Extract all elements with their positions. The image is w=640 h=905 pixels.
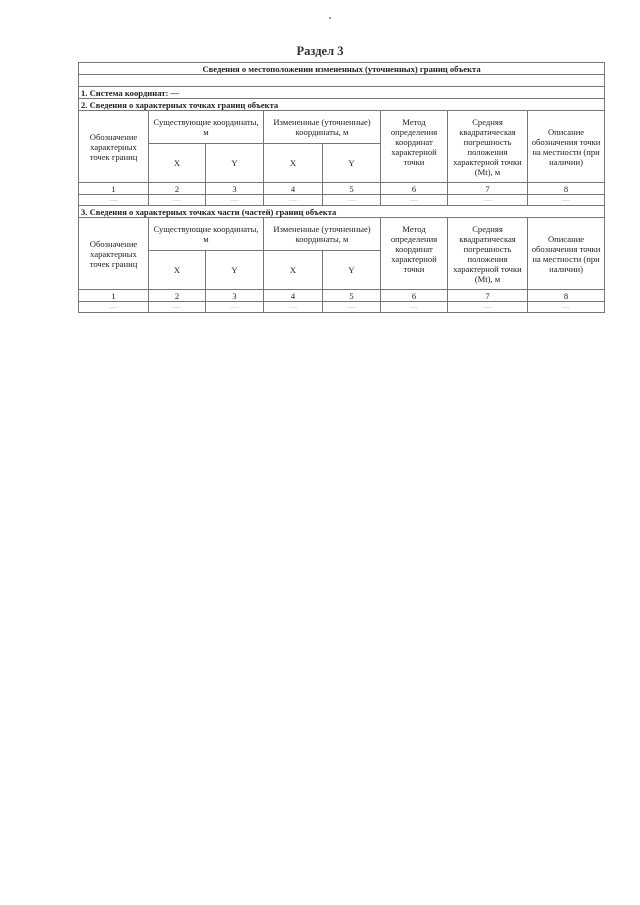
- col-changed-header: Измененные (уточненные) координаты, м: [264, 111, 381, 144]
- empty-row: [79, 75, 605, 87]
- empty-cell: —: [381, 302, 448, 313]
- empty-cell: —: [206, 302, 264, 313]
- empty-cell: —: [323, 302, 381, 313]
- section-2-heading: 2. Сведения о характерных точках границ объекта: [79, 99, 605, 111]
- column-number: 5: [323, 183, 381, 195]
- column-number: 8: [528, 290, 605, 302]
- empty-cell: —: [206, 195, 264, 206]
- col-changed-y: Y: [323, 144, 381, 183]
- column-number: 3: [206, 290, 264, 302]
- col-description-header: Описание обозначения точки на местности (при наличии): [528, 218, 605, 290]
- col-changed-y: Y: [323, 251, 381, 290]
- column-number: 6: [381, 183, 448, 195]
- column-number: 7: [448, 183, 528, 195]
- column-number: 4: [264, 183, 323, 195]
- empty-cell: —: [149, 195, 206, 206]
- col-changed-x: X: [264, 251, 323, 290]
- empty-cell: —: [381, 195, 448, 206]
- scan-speck: [329, 17, 331, 19]
- col-designation-header: Обозначение характерных точек границ: [79, 111, 149, 183]
- col-changed-x: X: [264, 144, 323, 183]
- empty-cell: —: [448, 302, 528, 313]
- col-error-header: Средняя квадратическая погрешность положения характерной точки (Mt), м: [448, 111, 528, 183]
- empty-cell: —: [79, 302, 149, 313]
- col-existing-y: Y: [206, 251, 264, 290]
- empty-cell: —: [149, 302, 206, 313]
- empty-cell: —: [264, 195, 323, 206]
- col-existing-y: Y: [206, 144, 264, 183]
- column-number-row: [79, 183, 605, 195]
- col-error-header: Средняя квадратическая погрешность положения характерной точки (Mt), м: [448, 218, 528, 290]
- empty-cell: —: [79, 195, 149, 206]
- col-existing-x: X: [149, 251, 206, 290]
- empty-cell: —: [528, 195, 605, 206]
- column-number: 4: [264, 290, 323, 302]
- col-existing-header: Существующие координаты, м: [149, 218, 264, 251]
- section-3-heading: 3. Сведения о характерных точках части (частей) границ объекта: [79, 206, 605, 218]
- empty-cell: —: [448, 195, 528, 206]
- column-number: 1: [79, 290, 149, 302]
- col-existing-header: Существующие координаты, м: [149, 111, 264, 144]
- col-method-header: Метод определения координат характерной точки: [381, 218, 448, 290]
- column-number: 7: [448, 290, 528, 302]
- column-number: 3: [206, 183, 264, 195]
- column-number: 6: [381, 290, 448, 302]
- boundary-sheet: [78, 62, 604, 313]
- column-number: 8: [528, 183, 605, 195]
- empty-cell: —: [528, 302, 605, 313]
- col-designation-header: Обозначение характерных точек границ: [79, 218, 149, 290]
- boundary-table: [78, 62, 605, 313]
- column-number: 2: [149, 290, 206, 302]
- empty-cell: —: [323, 195, 381, 206]
- col-method-header: Метод определения координат характерной точки: [381, 111, 448, 183]
- col-description-header: Описание обозначения точки на местности (при наличии): [528, 111, 605, 183]
- column-number: 1: [79, 183, 149, 195]
- page-title: Раздел 3: [296, 44, 344, 58]
- col-existing-x: X: [149, 144, 206, 183]
- coordinate-system: 1. Система координат: —: [79, 87, 605, 99]
- empty-cell: —: [264, 302, 323, 313]
- table-row: [79, 195, 605, 206]
- column-number: 2: [149, 183, 206, 195]
- table-row: [79, 302, 605, 313]
- column-number: 5: [323, 290, 381, 302]
- table-title: Сведения о местоположении измененных (уточненных) границ объекта: [79, 63, 605, 75]
- col-changed-header: Измененные (уточненные) координаты, м: [264, 218, 381, 251]
- column-number-row: [79, 290, 605, 302]
